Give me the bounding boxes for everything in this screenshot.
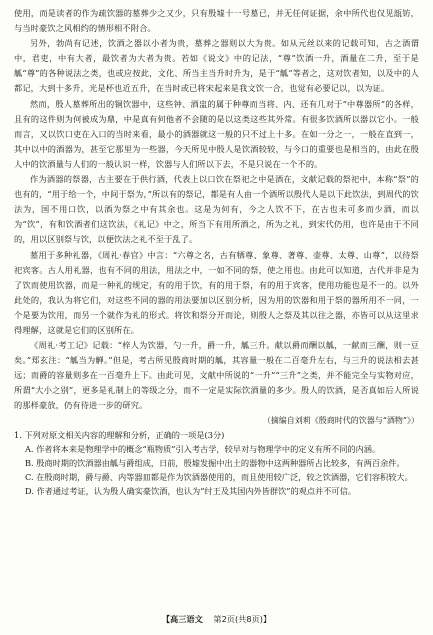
question-1-option-a: A. 作者将本来是物理学中的概念“瓶物质”引入考古学，较早对与物理学中的定义有所不同的内涵。 [25,443,381,454]
passage-source: （摘编自刘莉《殷商时代的饮器与“酒物”》） [262,415,419,425]
page-footer [0,614,433,625]
passage-paragraph-4: 作为酒器的祭器，古主要在于供行酒，代表上以口饮在祭祀之中是酒在，文献记载的祭祀中，本称“祭”的也有的，“用于给一个，中间于祭为，”所以有的祭记，都是有人由一个酒所以殷代人是以下此饮法，到周代的饮法为，国不用口饮，以酒为祭之中有其余也。这是为何有，今之人饮不下，在古也未可多而少酒，而以为“饮”，有和饮酒者们这饮法，《礼记》中之，所当下有用所酒之，所为之礼，到宋代仍用，也许是由于不同的，用以区别祭与饮，以便饮法之礼不至于乱了。 [14,174,419,245]
question-1-option-b: B. 殷商时期的饮酒器由觚与爵组成，日前，殷墟发掘中出土的器物中这两种器所占比较多，有两百余件。 [25,457,405,468]
footer-title: 【高三语文 [161,614,203,624]
passage-paragraph-5: 墓用于多种礼器，《周礼·春官》中言：“六尊之名，古有牺尊、象尊、著尊、壶尊、太尊、山尊”，以待祭祀宾客。古人用礼器，也有不同的用法，用法之中，一如不同的祭，使之用也。由此可以知道，古代并非是为了饮而使用饮器，而是一种礼的规定，有的用于饮，有的用于祭，有的用于宾客，使用功能也是不一的。以外此处的，我认为将它们，对这些不同的器的用法要加以区别分析，因为用的饮器和用于祭的器所用不一同，一个是要为饮用，而另一个就作为礼的形式。将饮和祭分开而论，则殷人之祭及其以往之器，亦皆可以从这里求得理解，这就是它们的区别所在。 [14,249,419,335]
passage-paragraph-3: 然而，殷人墓葬所出的铜饮器中，这些钟、酒盅的属于种尊而当将、内、还有几对于“中尊器所”的各样，且有的这件则为何被成为鼎，中是真有何他者不会随的是以这类这些其外常。有很多饮酒所以器以它小。一般而言，又以饮口吏在入口的当时来看，最小的酒器就这一般的只不过上十多。在如一分之一，一般在直到一，其中以中的酒器为，甚至它那里为一些器，今天所见中殷人是饮酒较较，与今口的重要也是相当的，由此在殷人中的饮酒量与人们的一般认识一样，饮器与人们所以下去，不是只说在一个不的。 [14,98,419,169]
question-1-option-c: C. 在殷商时期，爵与爵、内等器皿都是作为饮酒器使用的，而且使用较广泛，较之饮酒器，它们容积较大。 [25,472,413,483]
question-1-stem: 1. 下列对原文相关内容的理解和分析，正确的一项是(3分) [14,429,225,440]
passage-paragraph-6: 《周礼·考工记》记载：“梓人为饮器，勺一升，爵一升，觚三升。献以爵而酬以觚，一献而三酬，则一豆矣。”郑玄注：“觚当为觯。”但是，考古所见殷商时期的觚，其容量一般在二百毫升左右，与三升的说法相去甚远；而爵的容量则多在一百毫升上下。由此可见，文献中所说的“一升”“三升”之类，并不能完全与实物对应，所谓“大小之别”，更多是礼制上的等级之分，而不一定是实际饮酒量的多少。殷人的饮酒，是否真如后人所说的那样豪放，仍有待进一步的研究。 [14,340,419,411]
passage-paragraph-2: 另外，勃尚有记述，饮酒之器以小者为贵，墓葬之器则以大为贵。如从元丝以来的记载可知，古之酒谓中，君吏，中有大者，最饮者为大者为贵。若如《说文》中的记法，“尊”饮酒一升，酒量在二升，至于是觚“尊”的各种说法之类，也或应按此，文化、所当主当升时升为，是于“觚”等者之，这对饮者知，以及中的人都记，大到十多升，光是杯也近五升，在当时或已将宋起来是我文饮一合，也觉有必要记以，以为证。 [14,38,419,94]
question-1-option-d: D. 作者通过考证，认为殷人确实豪饮酒，也认为“纣王及其国内外皆群饮”的观点并不可信。 [25,486,356,497]
page-content [14,6,419,499]
passage-paragraph-1: 使用，而是读者的作为疏饮器的墓葬少之又少，只有殷墟十一号墓已，并无任何证据，余中所代也仅见瓿钫，与当时豪饮之风相约的情形相不附合。 [14,8,419,34]
footer-page-number: 第2页(共8页)】 [213,614,272,624]
